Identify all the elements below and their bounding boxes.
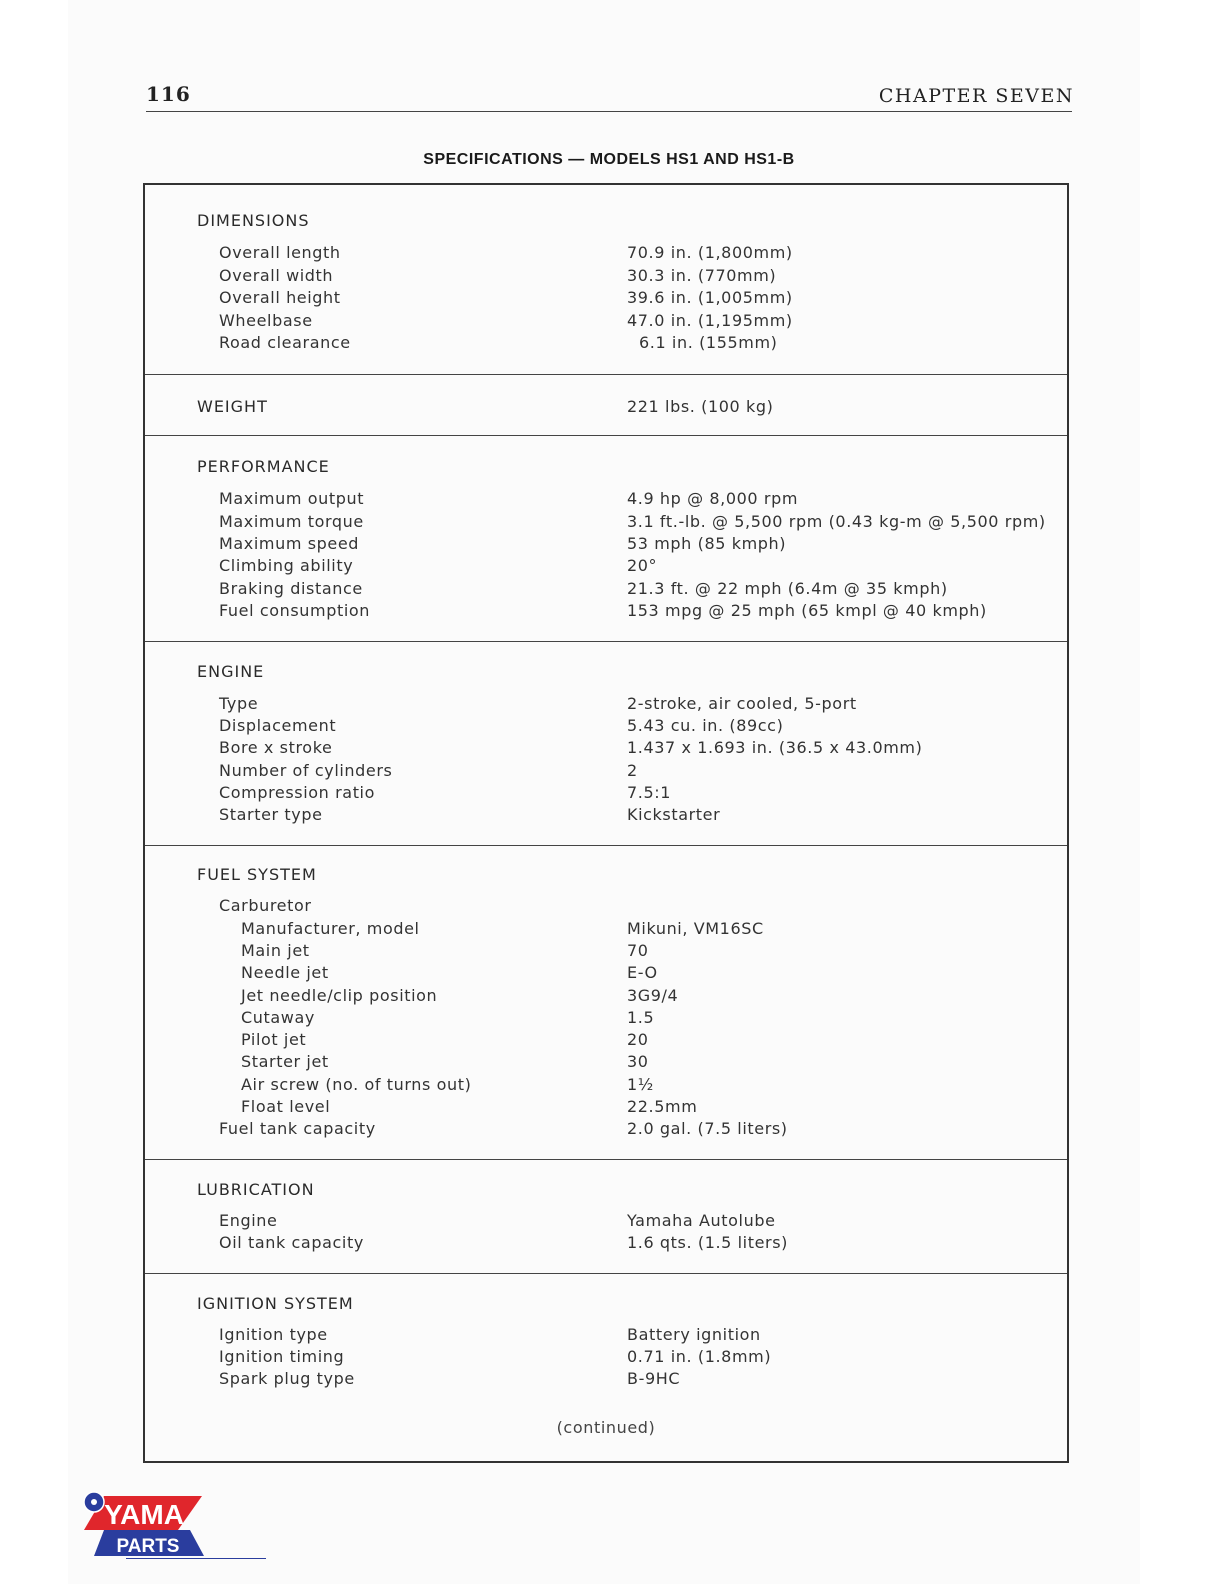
spec-label: Overall length xyxy=(219,243,341,262)
section-divider xyxy=(145,1159,1067,1160)
spec-value: 5.43 cu. in. (89cc) xyxy=(627,716,784,735)
section-heading-ignition-system: IGNITION SYSTEM xyxy=(197,1294,354,1313)
spec-row xyxy=(145,243,1067,265)
spec-value: 2 xyxy=(627,761,638,780)
spec-value: 3.1 ft.-lb. @ 5,500 rpm (0.43 kg-m @ 5,500 rpm) xyxy=(627,512,1046,531)
spec-row xyxy=(145,1119,1067,1141)
spec-row xyxy=(145,1052,1067,1074)
header-rule xyxy=(146,111,1072,112)
continued-note: (continued) xyxy=(556,1418,656,1437)
spec-label: Overall width xyxy=(219,266,334,285)
logo-text-top: YAMA xyxy=(104,1499,184,1530)
section-heading-fuel-system: FUEL SYSTEM xyxy=(197,865,317,884)
spec-label: Starter type xyxy=(219,805,323,824)
spec-label: Carburetor xyxy=(219,896,312,915)
spec-row xyxy=(145,1211,1067,1233)
spec-row xyxy=(145,761,1067,783)
spec-row xyxy=(145,534,1067,556)
spec-row xyxy=(145,1075,1067,1097)
spec-label: Ignition timing xyxy=(219,1347,345,1366)
spec-label: Needle jet xyxy=(241,963,329,982)
spec-row xyxy=(145,288,1067,310)
spec-row xyxy=(145,397,1067,419)
spec-value: Mikuni, VM16SC xyxy=(627,919,764,938)
spec-row xyxy=(145,963,1067,985)
spec-value: Kickstarter xyxy=(627,805,721,824)
section-heading-lubrication: LUBRICATION xyxy=(197,1180,315,1199)
section-divider xyxy=(145,435,1067,436)
spec-label: Displacement xyxy=(219,716,337,735)
spec-label: Maximum speed xyxy=(219,534,360,553)
spec-row xyxy=(145,738,1067,760)
spec-row xyxy=(145,1347,1067,1369)
spec-label: Number of cylinders xyxy=(219,761,393,780)
spec-row xyxy=(145,805,1067,827)
spec-label: Ignition type xyxy=(219,1325,328,1344)
spec-label: Manufacturer, model xyxy=(241,919,420,938)
spec-row xyxy=(145,489,1067,511)
spec-value: 21.3 ft. @ 22 mph (6.4m @ 35 kmph) xyxy=(627,579,948,598)
spec-value: 20 xyxy=(627,1030,649,1049)
spec-row xyxy=(145,512,1067,534)
chapter-title: CHAPTER SEVEN xyxy=(878,85,1074,107)
spec-value: 153 mpg @ 25 mph (65 kmpl @ 40 kmph) xyxy=(627,601,987,620)
emblem-center xyxy=(91,1499,97,1505)
spec-value: B-9HC xyxy=(627,1369,681,1388)
spec-value: 70.9 in. (1,800mm) xyxy=(627,243,793,262)
spec-label: Pilot jet xyxy=(241,1030,307,1049)
spec-value: 1.6 qts. (1.5 liters) xyxy=(627,1233,789,1252)
section-heading-engine: ENGINE xyxy=(197,662,265,681)
spec-value: Battery ignition xyxy=(627,1325,761,1344)
spec-label: Climbing ability xyxy=(219,556,354,575)
spec-row xyxy=(145,919,1067,941)
spec-table xyxy=(143,183,1069,1463)
spec-row xyxy=(145,986,1067,1008)
logo-underline xyxy=(126,1558,266,1559)
spec-row xyxy=(145,941,1067,963)
section-divider xyxy=(145,845,1067,846)
spec-label: Oil tank capacity xyxy=(219,1233,364,1252)
spec-label: Type xyxy=(219,694,259,713)
spec-label: Maximum torque xyxy=(219,512,364,531)
spec-value: 2.0 gal. (7.5 liters) xyxy=(627,1119,788,1138)
spec-row xyxy=(145,783,1067,805)
spec-label: Starter jet xyxy=(241,1052,329,1071)
logo-text-bottom: PARTS xyxy=(116,1536,180,1557)
spec-label: Road clearance xyxy=(219,333,351,352)
spec-value: 2-stroke, air cooled, 5-port xyxy=(627,694,857,713)
spec-value: 7.5:1 xyxy=(627,783,672,802)
spec-label: Braking distance xyxy=(219,579,363,598)
section-heading-performance: PERFORMANCE xyxy=(197,457,330,476)
spec-value: 1.437 x 1.693 in. (36.5 x 43.0mm) xyxy=(627,738,923,757)
spec-row xyxy=(145,556,1067,578)
spec-label: Fuel consumption xyxy=(219,601,371,620)
yamaparts-logo[interactable] xyxy=(82,1490,222,1560)
spec-label: Maximum output xyxy=(219,489,365,508)
spec-value: 30 xyxy=(627,1052,649,1071)
spec-value: 22.5mm xyxy=(627,1097,698,1116)
spec-value: 70 xyxy=(627,941,649,960)
spec-label: Compression ratio xyxy=(219,783,375,802)
section-divider xyxy=(145,1273,1067,1274)
spec-row xyxy=(145,311,1067,333)
spec-value: Yamaha Autolube xyxy=(627,1211,776,1230)
spec-label: Main jet xyxy=(241,941,310,960)
spec-row xyxy=(145,601,1067,623)
spec-label: Spark plug type xyxy=(219,1369,355,1388)
spec-label: Wheelbase xyxy=(219,311,313,330)
page-number: 116 xyxy=(146,82,191,106)
spec-value: 1.5 xyxy=(627,1008,655,1027)
section-divider xyxy=(145,374,1067,375)
section-heading-weight: WEIGHT xyxy=(197,397,268,416)
spec-label: Jet needle/clip position xyxy=(241,986,438,1005)
spec-value: 6.1 in. (155mm) xyxy=(639,333,778,352)
spec-label: Bore x stroke xyxy=(219,738,333,757)
spec-value: 39.6 in. (1,005mm) xyxy=(627,288,793,307)
spec-value: 30.3 in. (770mm) xyxy=(627,266,777,285)
spec-label: Engine xyxy=(219,1211,278,1230)
spec-row xyxy=(145,716,1067,738)
section-heading-dimensions: DIMENSIONS xyxy=(197,211,310,230)
spec-value: 47.0 in. (1,195mm) xyxy=(627,311,793,330)
spec-value: 3G9/4 xyxy=(627,986,679,1005)
spec-row xyxy=(145,1097,1067,1119)
section-divider xyxy=(145,641,1067,642)
spec-row xyxy=(145,1008,1067,1030)
spec-row xyxy=(145,333,1067,355)
spec-label: Air screw (no. of turns out) xyxy=(241,1075,472,1094)
spec-value: E-O xyxy=(627,963,658,982)
spec-label: Cutaway xyxy=(241,1008,315,1027)
spec-row xyxy=(145,1030,1067,1052)
spec-label: Float level xyxy=(241,1097,331,1116)
spec-value: 4.9 hp @ 8,000 rpm xyxy=(627,489,799,508)
spec-value: 221 lbs. (100 kg) xyxy=(627,397,774,416)
spec-title: SPECIFICATIONS — MODELS HS1 AND HS1-B xyxy=(423,151,795,168)
spec-label: Fuel tank capacity xyxy=(219,1119,376,1138)
spec-row xyxy=(145,1325,1067,1347)
spec-value: 1½ xyxy=(627,1075,654,1094)
spec-row xyxy=(145,896,1067,918)
spec-row xyxy=(145,579,1067,601)
spec-value: 53 mph (85 kmph) xyxy=(627,534,787,553)
spec-row xyxy=(145,1369,1067,1391)
spec-value: 0.71 in. (1.8mm) xyxy=(627,1347,772,1366)
spec-label: Overall height xyxy=(219,288,341,307)
spec-value: 20° xyxy=(627,556,658,575)
spec-row xyxy=(145,1233,1067,1255)
spec-row xyxy=(145,694,1067,716)
spec-row xyxy=(145,266,1067,288)
